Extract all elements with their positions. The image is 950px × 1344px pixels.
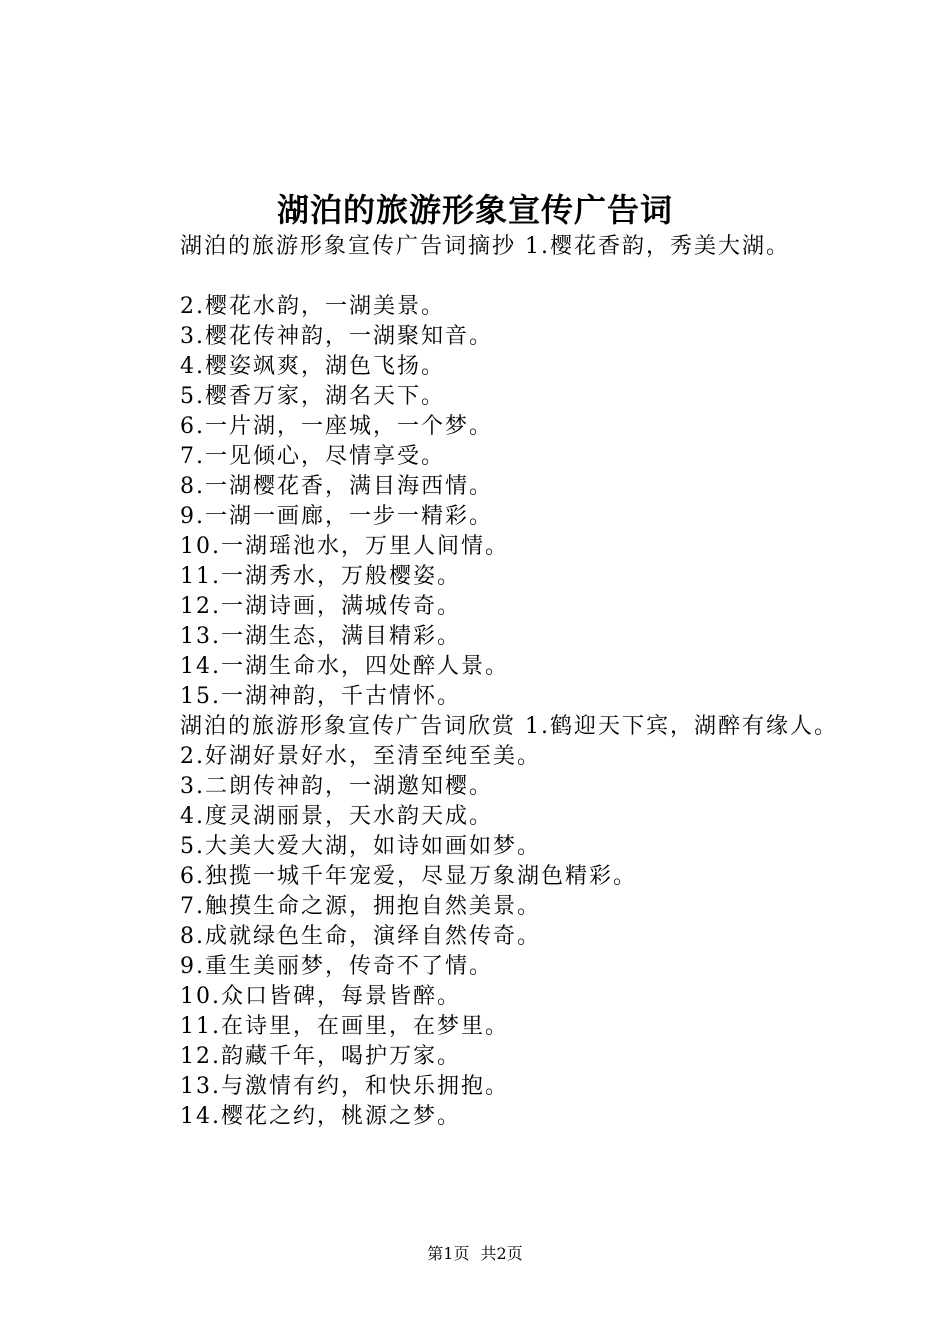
list-item: 14.樱花之约，桃源之梦。 (180, 1104, 461, 1129)
list-item: 7.一见倾心，尽情享受。 (180, 444, 445, 469)
list-item: 8.成就绿色生命，演绎自然传奇。 (180, 924, 541, 949)
list-item: 2.好湖好景好水，至清至纯至美。 (180, 744, 541, 769)
list-item: 8.一湖樱花香，满目海西情。 (180, 474, 493, 499)
list-item: 7.触摸生命之源，拥抱自然美景。 (180, 894, 541, 919)
list-item: 10.一湖瑶池水，万里人间情。 (180, 534, 509, 559)
list-item: 11.在诗里，在画里，在梦里。 (180, 1014, 509, 1039)
list-item: 3.二朗传神韵，一湖邀知樱。 (180, 774, 493, 799)
list-item: 2.樱花水韵，一湖美景。 (180, 294, 445, 319)
list-item: 6.独揽一城千年宠爱，尽显万象湖色精彩。 (180, 864, 637, 889)
list-item: 13.与激情有约，和快乐拥抱。 (180, 1074, 509, 1099)
list-item: 9.一湖一画廊，一步一精彩。 (180, 504, 493, 529)
list-item: 15.一湖神韵，千古情怀。 (180, 684, 461, 709)
page-footer (0, 1242, 950, 1266)
page-total: 共2页 (480, 1244, 523, 1263)
list-item: 10.众口皆碑，每景皆醉。 (180, 984, 461, 1009)
list-item: 12.韵藏千年，喝护万家。 (180, 1044, 461, 1069)
list-item: 5.樱香万家，湖名天下。 (180, 384, 445, 409)
section1-list (128, 292, 840, 712)
section2-list (128, 742, 840, 1132)
paragraph-gap (128, 262, 840, 292)
list-item: 13.一湖生态，满目精彩。 (180, 624, 461, 649)
list-item: 5.大美大爱大湖，如诗如画如梦。 (180, 834, 541, 859)
list-item: 14.一湖生命水，四处醉人景。 (180, 654, 509, 679)
page-number: 第1页 (427, 1244, 470, 1263)
section1-intro: 湖泊的旅游形象宣传广告词摘抄 1.樱花香韵，秀美大湖。 (180, 234, 790, 259)
list-item: 4.度灵湖丽景，天水韵天成。 (180, 804, 493, 829)
list-item: 12.一湖诗画，满城传奇。 (180, 594, 461, 619)
section2-intro: 湖泊的旅游形象宣传广告词欣赏 1.鹤迎天下宾，湖醉有缘人。 (180, 714, 838, 739)
list-item: 11.一湖秀水，万般樱姿。 (180, 564, 461, 589)
list-item: 3.樱花传神韵，一湖聚知音。 (180, 324, 493, 349)
list-item: 6.一片湖，一座城，一个梦。 (180, 414, 493, 439)
list-item: 4.樱姿飒爽，湖色飞扬。 (180, 354, 445, 379)
document-body (128, 232, 840, 1132)
list-item: 9.重生美丽梦，传奇不了情。 (180, 954, 493, 979)
document-title: 湖泊的旅游形象宣传广告词 (276, 191, 673, 229)
